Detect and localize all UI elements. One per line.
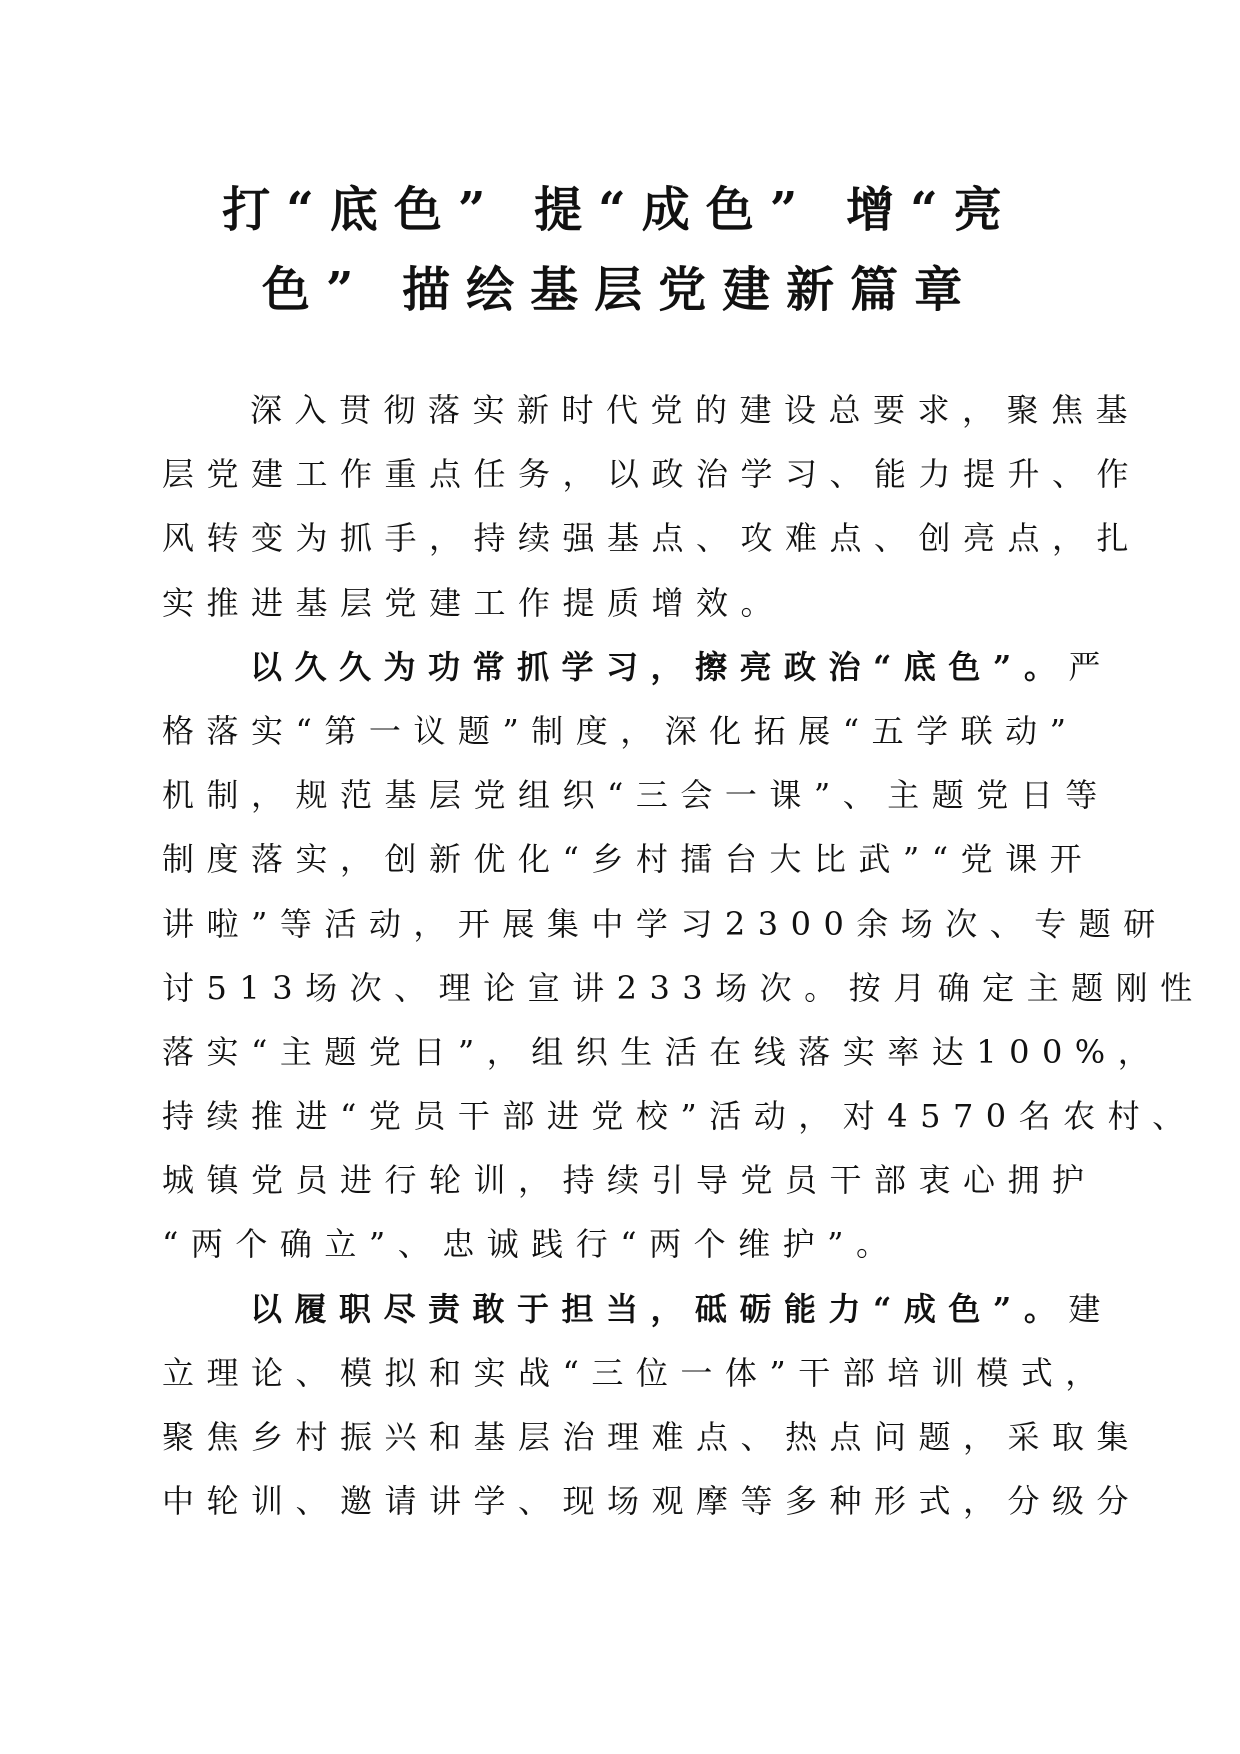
document-body [162,378,1205,1533]
section-2-paragraph [162,1277,1142,1534]
section-1-paragraph [162,635,1205,1277]
paragraph-line: 立理论、模拟和实战“三位一体”干部培训模式， [162,1353,1110,1392]
paragraph-line: 聚焦乡村振兴和基层治理难点、热点问题，采取集 [162,1418,1142,1456]
paragraph-line: 风转变为抓手，持续强基点、攻难点、创亮点，扎 [162,519,1142,558]
section-1-first-line-rest: 严 [1068,647,1113,686]
paragraph-line: “两个确立”、忠诚践行“两个维护”。 [162,1225,901,1264]
paragraph-line: 层党建工作重点任务，以政治学习、能力提升、作 [162,455,1142,494]
paragraph-line: 中轮训、邀请讲学、现场观摩等多种形式，分级分 [162,1482,1142,1521]
document-title [150,170,1090,330]
title-line-1: 打“底色” 提“成色” 增“亮 [222,182,1018,238]
paragraph-line: 机制，规范基层党组织“三会一课”、主题党日等 [162,776,1110,815]
section-2-heading: 以履职尽责敢于担当，砥砺能力“成色”。 [250,1289,1069,1328]
intro-paragraph [162,378,1142,635]
paragraph-line: 深入贯彻落实新时代党的建设总要求，聚焦基 [250,391,1141,429]
paragraph-line: 落实“主题党日”，组织生活在线落实率达100%， [162,1032,1163,1071]
title-line-2: 色” 描绘基层党建新篇章 [261,262,979,318]
paragraph-line: 讨513场次、理论宣讲233场次。按月确定主题刚性 [162,968,1205,1007]
paragraph-line: 制度落实，创新优化“乡村擂台大比武”“党课开 [162,840,1095,879]
paragraph-line: 持续推进“党员干部进党校”活动，对4570名农村、 [162,1097,1197,1136]
section-2-first-line-rest: 建 [1068,1289,1113,1328]
paragraph-line: 实推进基层党建工作提质增效。 [162,583,786,622]
paragraph-line [162,1277,1113,1341]
paragraph-line: 讲啦”等活动，开展集中学习2300余场次、专题研 [162,904,1168,943]
paragraph-line [162,635,1113,699]
paragraph-line: 城镇党员进行轮训，持续引导党员干部衷心拥护 [162,1161,1097,1200]
section-1-heading: 以久久为功常抓学习，擦亮政治“底色”。 [250,647,1069,686]
paragraph-line: 格落实“第一议题”制度，深化拓展“五学联动” [162,711,1079,750]
